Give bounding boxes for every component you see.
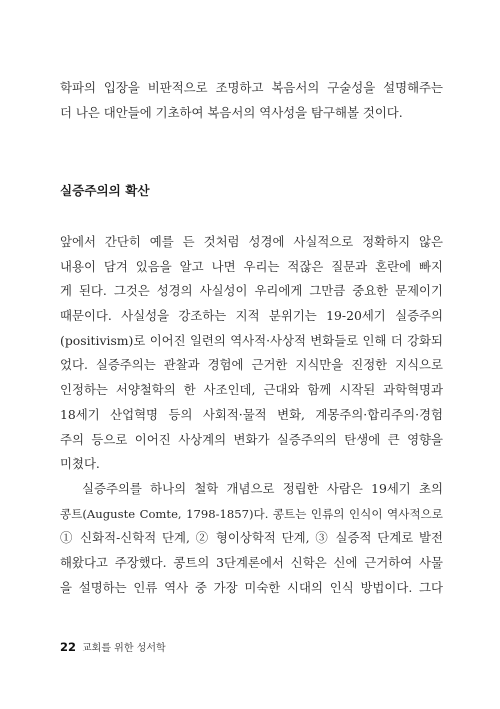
text-line: (positivism)로 이어진 일련의 역사적·사상적 변화들로 인해 더 강화되 <box>60 332 443 348</box>
text-line: 주의 등으로 이어진 사상계의 변화가 실증주의의 탄생에 큰 영향을 <box>60 431 443 447</box>
text-line: 학파의 입장을 비판적으로 조명하고 복음서의 구술성을 설명해주는 <box>60 80 443 95</box>
text-line: 더 나은 대안들에 기초하여 복음서의 역사성을 탐구해볼 것이다. <box>60 104 403 120</box>
text-line: 내용이 담겨 있음을 알고 나면 우리는 적잖은 질문과 혼란에 빠지 <box>60 258 443 274</box>
page-number: 22 <box>60 640 77 654</box>
text-line: 었다. 실증주의는 관찰과 경험에 근거한 지식만을 진정한 지식으로 <box>60 357 443 373</box>
text-line: 콩트(Auguste Comte, 1798-1857)다. 콩트는 인류의 인식이 역사적으로 <box>60 506 443 521</box>
text-line: 앞에서 간단히 예를 든 것처럼 성경에 사실적으로 정확하지 않은 <box>60 234 443 249</box>
text-line: 인정하는 서양철학의 한 사조인데, 근대와 함께 시작된 과학혁명과 <box>60 382 443 398</box>
paragraph-1 <box>60 230 443 477</box>
page-footer <box>60 639 166 654</box>
paragraph-intro <box>60 76 443 125</box>
text-line: 실증주의를 하나의 철학 개념으로 정립한 사람은 19세기 초의 <box>82 481 443 496</box>
text-line: 을 설명하는 인류 역사 중 가장 미숙한 시대의 인식 방법이다. 그다 <box>60 579 443 595</box>
text-line: 때문이다. 사실성을 강조하는 지적 분위기는 19-20세기 실증주의 <box>60 308 443 324</box>
text-line: 게 된다. 그것은 성경의 사실성이 우리에게 그만큼 중요한 문제이기 <box>60 283 443 299</box>
text-line: 해왔다고 주장했다. 콩트의 3단계론에서 신학은 신에 근거하여 사물 <box>60 555 443 571</box>
paragraph-2 <box>60 477 443 600</box>
text-line: 미쳤다. <box>60 456 100 472</box>
text-line: 18세기 산업혁명 등의 사회적·물적 변화, 계몽주의·합리주의·경험 <box>60 406 443 422</box>
text-line: ① 신화적-신학적 단계, ② 형이상학적 단계, ③ 실증적 단계로 발전 <box>60 530 443 546</box>
section-heading: 실증주의의 확산 <box>60 183 150 198</box>
book-title: 교회를 위한 성서학 <box>82 643 166 654</box>
